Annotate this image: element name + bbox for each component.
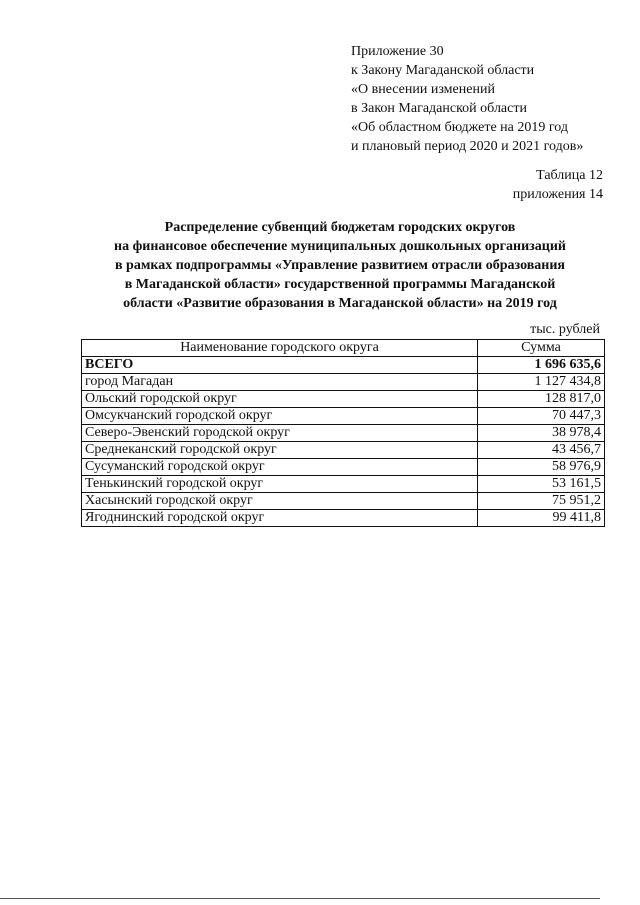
total-label: ВСЕГО	[82, 357, 478, 374]
title-line: в рамках подпрограммы «Управление развитием отрасли образования	[114, 258, 566, 273]
district-sum: 75 951,2	[478, 493, 605, 510]
table-row	[82, 425, 605, 442]
table-reference	[513, 166, 603, 204]
title-line: области «Развитие образования в Магаданской области» на 2019 год	[123, 296, 557, 311]
title-line: Распределение субвенций бюджетам городских округов	[164, 220, 516, 235]
table-row	[82, 510, 605, 527]
total-sum: 1 696 635,6	[478, 357, 605, 374]
appendix-line: «Об областном бюджете на 2019 год	[351, 120, 568, 135]
district-name: Сусуманский городской округ	[82, 459, 478, 476]
appendix-header	[351, 42, 583, 156]
table-appendix-ref: приложения 14	[512, 187, 603, 202]
document-title	[60, 218, 620, 313]
district-sum: 53 161,5	[478, 476, 605, 493]
table-row	[82, 493, 605, 510]
title-line: на финансовое обеспечение муниципальных дошкольных организаций	[114, 239, 566, 254]
table-row	[82, 408, 605, 425]
appendix-line: в Закон Магаданской области	[351, 101, 527, 116]
table-row	[82, 476, 605, 493]
column-header-sum: Сумма	[478, 340, 605, 357]
column-header-name: Наименование городского округа	[82, 340, 478, 357]
district-name: Северо-Эвенский городской округ	[82, 425, 478, 442]
table-row	[82, 442, 605, 459]
district-name: город Магадан	[82, 374, 478, 391]
district-sum: 1 127 434,8	[478, 374, 605, 391]
district-sum: 99 411,8	[478, 510, 605, 527]
district-sum: 70 447,3	[478, 408, 605, 425]
table-row-total	[82, 357, 605, 374]
district-name: Тенькинский городской округ	[82, 476, 478, 493]
table-row	[82, 459, 605, 476]
appendix-line: «О внесении изменений	[351, 82, 495, 97]
table-number: Таблица 12	[536, 168, 603, 183]
bottom-scan-line	[0, 898, 600, 899]
district-name: Среднеканский городской округ	[82, 442, 478, 459]
district-sum: 128 817,0	[478, 391, 605, 408]
table-row	[82, 391, 605, 408]
table-row	[82, 374, 605, 391]
district-sum: 43 456,7	[478, 442, 605, 459]
appendix-line: Приложение 30	[351, 44, 444, 59]
title-line: в Магаданской области» государственной программы Магаданской	[124, 277, 556, 292]
district-sum: 58 976,9	[478, 459, 605, 476]
district-sum: 38 978,4	[478, 425, 605, 442]
table-header-row	[82, 340, 605, 357]
district-name: Ольский городской округ	[82, 391, 478, 408]
appendix-line: к Закону Магаданской области	[351, 63, 535, 78]
district-name: Хасынский городской округ	[82, 493, 478, 510]
subvention-table	[81, 339, 605, 527]
units-label: тыс. рублей	[530, 322, 600, 337]
district-name: Омсукчанский городской округ	[82, 408, 478, 425]
appendix-line: и плановый период 2020 и 2021 годов»	[351, 139, 584, 154]
district-name: Ягоднинский городской округ	[82, 510, 478, 527]
